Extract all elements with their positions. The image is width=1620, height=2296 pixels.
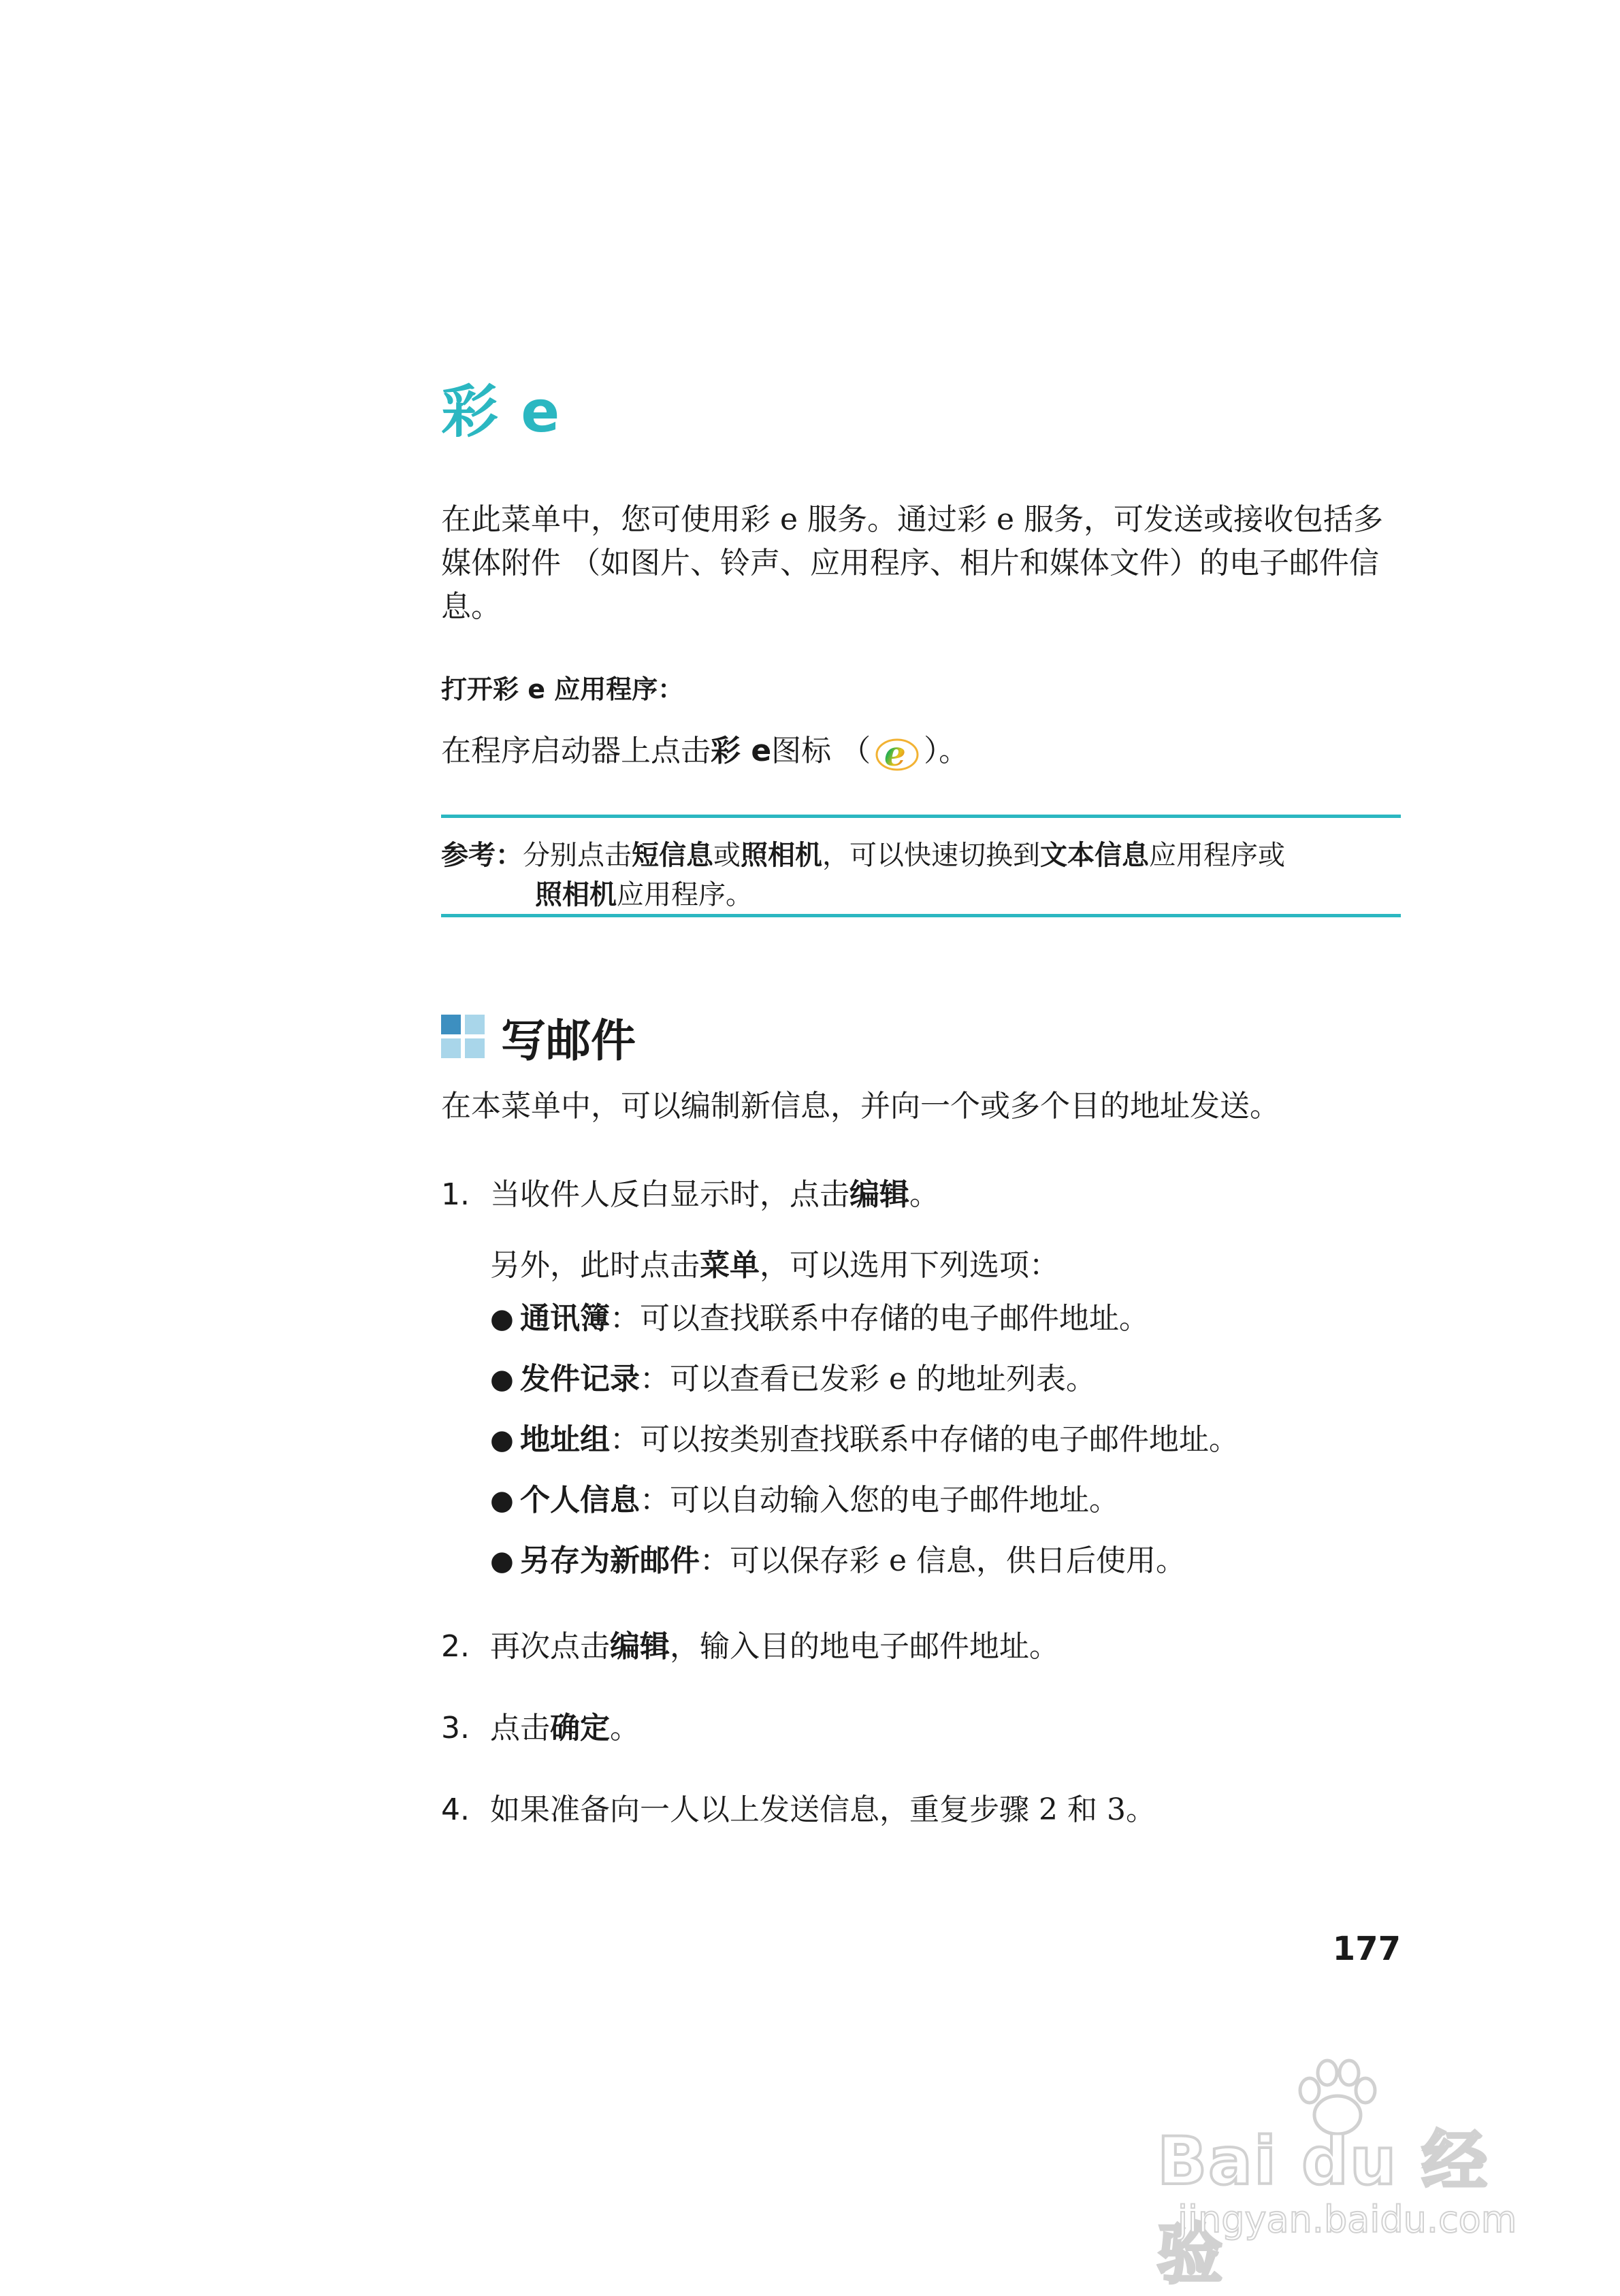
item-text: ：可以按类别查找联系中存储的电子邮件地址。 [610, 1422, 1239, 1457]
note-line-2 [441, 875, 1401, 915]
section-squares-icon [441, 1015, 485, 1058]
sub-text: 另外，此时点击 [490, 1248, 700, 1283]
list-item [490, 1418, 1239, 1479]
page-number: 177 [1332, 1930, 1401, 1968]
step-bold: 编辑 [610, 1629, 670, 1664]
watermark-logo: Bai du 经验 [1157, 2123, 1489, 2293]
open-app-heading: 打开彩 e 应用程序： [441, 674, 684, 704]
step-text: 如果准备向一人以上发送信息，重复步骤 2 和 3。 [490, 1792, 1156, 1827]
note-bold: 短信息 [632, 840, 713, 871]
e-logo-icon [875, 734, 920, 772]
section-title: 写邮件 [501, 1014, 636, 1067]
step-4 [441, 1788, 1156, 1832]
note-line-1 [441, 836, 1401, 875]
section-intro: 在本菜单中，可以编制新信息，并向一个或多个目的地址发送。 [441, 1089, 1280, 1124]
list-item [490, 1479, 1239, 1539]
list-item [490, 1297, 1239, 1358]
options-list [490, 1297, 1239, 1600]
item-bold: 地址组 [520, 1422, 610, 1457]
list-item [490, 1539, 1239, 1600]
step-3 [441, 1707, 640, 1750]
open-text-bold: 彩 e [711, 734, 772, 768]
step-1-subtext [490, 1244, 1059, 1288]
item-text: ：可以保存彩 e 信息，供日后使用。 [700, 1543, 1186, 1578]
document-page [441, 0, 1401, 2292]
step-number: 2. [441, 1629, 470, 1664]
step-2 [441, 1625, 1059, 1669]
note-text: 或 [713, 840, 741, 871]
note-bottom-rule [441, 914, 1401, 917]
item-bold: 通讯簿 [520, 1301, 610, 1336]
note-bold: 照相机 [741, 840, 822, 871]
bullet-icon: ● [490, 1545, 514, 1577]
page-title: 彩 e [441, 378, 562, 445]
svg-text:e: e [884, 734, 906, 772]
item-text: ：可以查看已发彩 e 的地址列表。 [640, 1362, 1097, 1396]
bullet-icon: ● [490, 1485, 514, 1516]
note-top-rule [441, 815, 1401, 818]
step-end: ，输入目的地电子邮件地址。 [670, 1629, 1059, 1664]
note-bold: 文本信息 [1040, 840, 1149, 871]
note-label: 参考： [441, 840, 523, 871]
step-number: 4. [441, 1792, 470, 1827]
step-end: 。 [909, 1177, 939, 1212]
item-text: ：可以自动输入您的电子邮件地址。 [640, 1483, 1119, 1518]
step-end: 。 [610, 1711, 640, 1745]
baidu-watermark [1150, 2055, 1532, 2293]
step-text: 再次点击 [490, 1629, 610, 1664]
bullet-icon: ● [490, 1424, 514, 1456]
note-box [441, 836, 1401, 915]
bullet-icon: ● [490, 1303, 514, 1334]
note-text: 分别点击 [523, 840, 632, 871]
item-bold: 发件记录 [520, 1362, 640, 1396]
section-header [441, 1006, 636, 1067]
note-text: 应用程序或 [1149, 840, 1285, 871]
list-item [490, 1358, 1239, 1418]
step-text: 点击 [490, 1711, 550, 1745]
note-bold: 照相机 [535, 879, 617, 911]
watermark-url: jingyan.baidu.com [1178, 2198, 1517, 2241]
note-text: ，可以快速切换到 [822, 840, 1040, 871]
item-text: ：可以查找联系中存储的电子邮件地址。 [610, 1301, 1149, 1336]
intro-paragraph: 在此菜单中，您可使用彩 e 服务。通过彩 e 服务，可发送或接收包括多媒体附件 （如图片、铃声、应用程序、相片和媒体文件）的电子邮件信息。 [441, 502, 1384, 624]
step-bold: 确定 [550, 1711, 610, 1745]
bullet-icon: ● [490, 1364, 514, 1395]
step-number: 3. [441, 1711, 470, 1745]
open-text-after: ）。 [924, 734, 969, 768]
step-number: 1. [441, 1177, 470, 1212]
step-bold: 编辑 [849, 1177, 909, 1212]
open-text-mid: 图标 （ [771, 734, 871, 768]
note-text: 应用程序。 [617, 879, 753, 911]
open-app-instruction [441, 729, 1394, 773]
open-text-before: 在程序启动器上点击 [441, 734, 711, 768]
sub-bold: 菜单 [700, 1248, 760, 1283]
item-bold: 另存为新邮件 [520, 1543, 700, 1578]
step-text: 当收件人反白显示时，点击 [490, 1177, 849, 1212]
sub-end: ，可以选用下列选项： [760, 1248, 1059, 1283]
item-bold: 个人信息 [520, 1483, 640, 1518]
step-1 [441, 1173, 939, 1217]
